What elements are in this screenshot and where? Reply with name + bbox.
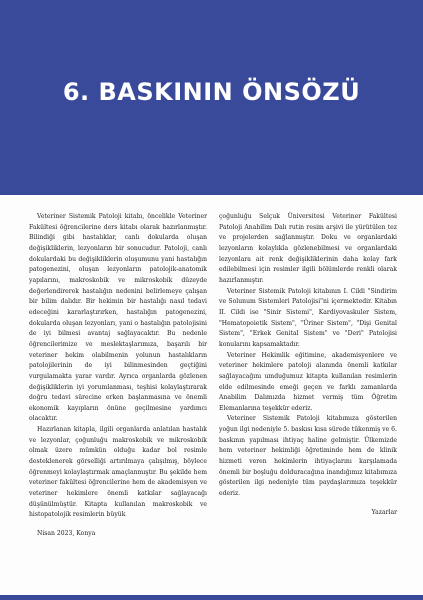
paragraph: çoğunluğu Selçuk Üniversitesi Veteriner Fakültesi Patoloji Anabilim Dalı rutin resim arşivi ile yürütülen tez ve projelerden sağlanmıştır. Doku ve organlardaki lezyonların kolaylıkla gözlenebilmesi ve organlardaki lezyonlara ait renk değişikliklerinin daha kolay fark edilebilmesi için resimler ilgili bölümlerde renkli olarak hazırlanmıştır. [219, 213, 397, 284]
right-column [219, 212, 397, 518]
paragraph: Veteriner Sistemik Patoloji kitabının I. Cildi "Sindirim ve Solunum Sistemleri Patolojisi"ni içermektedir. Kitabın II. Cildi ise "Sinir Sistemi", Kardiyovaskuler Sistem, "Hematopoietik Sistem", "Üriner Sistem", "Dişi Genital Sistem", "Erkek Genital Sistem" ve "Deri" Patolojisi konularını kapsamaktadır. [219, 287, 397, 348]
bottom-bar [0, 595, 423, 600]
left-column [29, 212, 207, 540]
page-title: 6. BASKININ ÖNSÖZÜ [62, 78, 361, 106]
date-place: Nisan 2023, Konya [37, 530, 96, 538]
paragraph: Veteriner Sistemik Patoloji kitabımıza gösterilen yoğun ilgi nedeniyle 5. baskısı kısa sürede tükenmiş ve 6. baskının yapılması ihtiyaç haline gelmiştir. Ülkemizde hem veteriner hekimliği öğretiminde hem de klinik hizmeti veren hekimlerin ihtiyaçlarını karşılamada önemli bir boşluğu dolduracağına inandığımız kitabımıza gösterilen ilgi nedeniyle tüm paydaşlarımıza teşekkür ederiz. [219, 415, 397, 498]
paragraph: Hazırlanan kitapla, ilgili organlarda anlatılan hastalık ve lezyonlar, çoğunluğu makroskobik ve mikroskobik olmak üzere mümkün olduğu kadar bol resimle desteklenerek görselliği artırılmaya çalışılmış, böylece öğrenmeyi kolaylaştırmak amaçlanmıştır. Bu şekilde hem veteriner fakültesi öğrencilerine hem de akademisyen ve veteriner hekimlere önemli katkılar sağlayacağı düşünülmüştür. Kitapta kullanılan makroskobik ve histopatolojik resimlerin büyük [29, 426, 207, 519]
authors-signature: Yazarlar [371, 508, 397, 516]
title-banner [0, 0, 423, 195]
paragraph: Veteriner Sistemik Patoloji kitabı, öncelikle Veteriner Fakültesi öğrencilerine ders kitabı olarak hazırlanmıştır. Bilindiği gibi hastalıklar, canlı dokularda oluşan değişikliklerin, lezyonların bir sonucudur. Patoloji, canlı dokulardaki bu değişikliklerin oluşumunu yani hastalığın patogenezini, oluşan lezyonların patolojik-anatomik yapılarını, makroskobik ve mikroskobik düzeyde değerlendirerek hastalığın nedenini belirlemeye çalışan bir bilim dalıdır. Bir hekimin bir hastalığı nasıl tedavi edeceğini kararlaştırırken, hastalığın patogenezini, dokularda oluşan lezyonları, yani o hastalığın patolojisini de iyi bilmesi avantaj sağlayacaktır. Bu nedenle öğrencilerimize ve meslektaşlarımıza, başarılı bir veteriner hekim olabilmenin yolunun hastalıkların patolojilerinin de iyi bilinmesinden geçtiğini vurgulamakta yarar vardır. Ayrıca organlarda gözlenen değişikliklerin iyi yorumlanması, teşhisi kolaylaştırarak doğru tedavi sürecine erken başlanmasına ve önemli ekonomik kayıpların önüne geçilmesine yardımcı olacaktır. [29, 213, 207, 423]
paragraph: Veteriner Hekimlik eğitimine, akademisyenlere ve veteriner hekimlere patoloji alanında önemli katkılar sağlayacağını umduğumuz kitapta kullanılan resimlerin elde edilmesinde emeği geçen ve farklı zamanlarda Anabilim Dalımızda hizmet vermiş tüm Öğretim Elemanlarına teşekkür ederiz. [219, 351, 397, 412]
